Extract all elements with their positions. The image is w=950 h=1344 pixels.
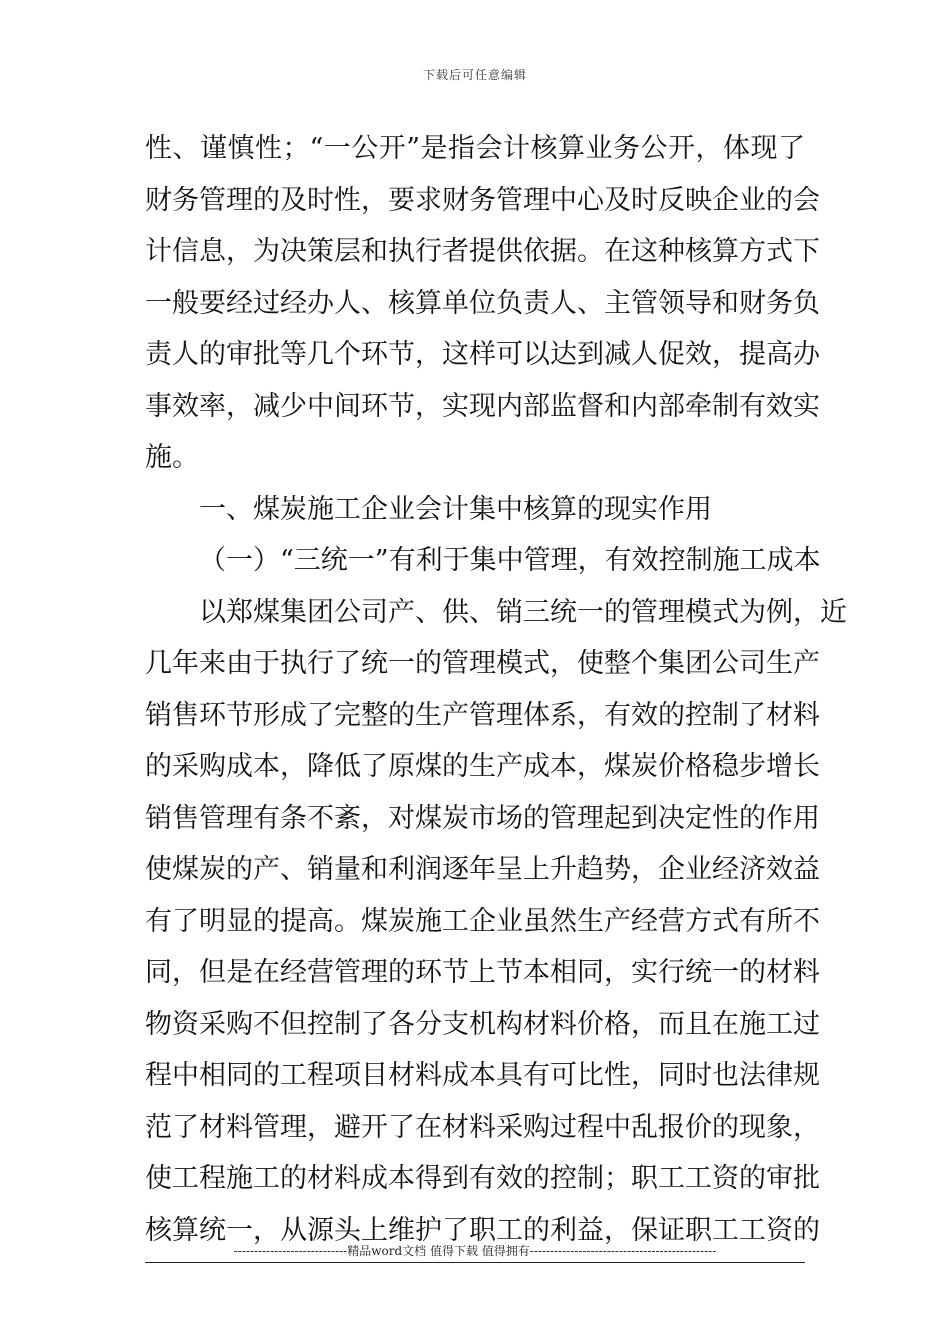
text-line: 核算统一，从源头上维护了职工的利益，保证职工工资的 [145, 1214, 820, 1246]
text-line: 几年来由于执行了统一的管理模式，使整个集团公司生产 [145, 648, 820, 679]
text-line: 的采购成本，降低了原煤的生产成本，煤炭价格稳步增长 [145, 751, 820, 782]
text-line: 销售环节形成了完整的生产管理体系，有效的控制了材料 [145, 699, 820, 731]
text-line: 有了明显的提高。煤炭施工企业虽然生产经营方式有所不 [145, 905, 820, 937]
text-line: 范了材料管理，避开了在材料采购过程中乱报价的现象， [145, 1111, 820, 1143]
text-line: 事效率，减少中间环节，实现内部监督和内部牵制有效实 [145, 390, 820, 422]
text-line: 一般要经过经办人、核算单位负责人、主管领导和财务负 [145, 287, 820, 319]
text-line: 使工程施工的材料成本得到有效的控制；职工工资的审批 [145, 1163, 820, 1194]
footer-note: ----------------------------精品word文档 值得下载 值得拥有---------------------------------------------- [233, 1244, 717, 1258]
text-line: 使煤炭的产、销量和利润逐年呈上升趋势，企业经济效益 [145, 854, 820, 885]
text-line: 同，但是在经营管理的环节上节本相同，实行统一的材料 [145, 957, 820, 988]
text-line: 性、谨慎性；“一公开”是指会计核算业务公开，体现了 [145, 133, 805, 164]
text-line: 施。 [145, 442, 199, 473]
section-heading: 一、煤炭施工企业会计集中核算的现实作用 [199, 493, 712, 525]
text-line: 财务管理的及时性，要求财务管理中心及时反映企业的会 [145, 184, 820, 216]
footer-rule [145, 1262, 805, 1263]
text-line: 物资采购不但控制了各分支机构材料价格，而且在施工过 [145, 1008, 820, 1040]
body-text [145, 123, 847, 1256]
text-line: 计信息，为决策层和执行者提供依据。在这种核算方式下 [145, 236, 820, 267]
text-line: 以郑煤集团公司产、供、销三统一的管理模式为例，近 [199, 596, 847, 628]
text-line: 责人的审批等几个环节，这样可以达到减人促效，提高办 [145, 339, 820, 370]
text-line: 销售管理有条不紊，对煤炭市场的管理起到决定性的作用 [145, 802, 820, 834]
subsection-heading: （一）“三统一”有利于集中管理，有效控制施工成本 [199, 545, 821, 576]
text-line: 程中相同的工程项目材料成本具有可比性，同时也法律规 [145, 1060, 820, 1091]
header-note: 下载后可任意编辑 [422, 68, 527, 82]
